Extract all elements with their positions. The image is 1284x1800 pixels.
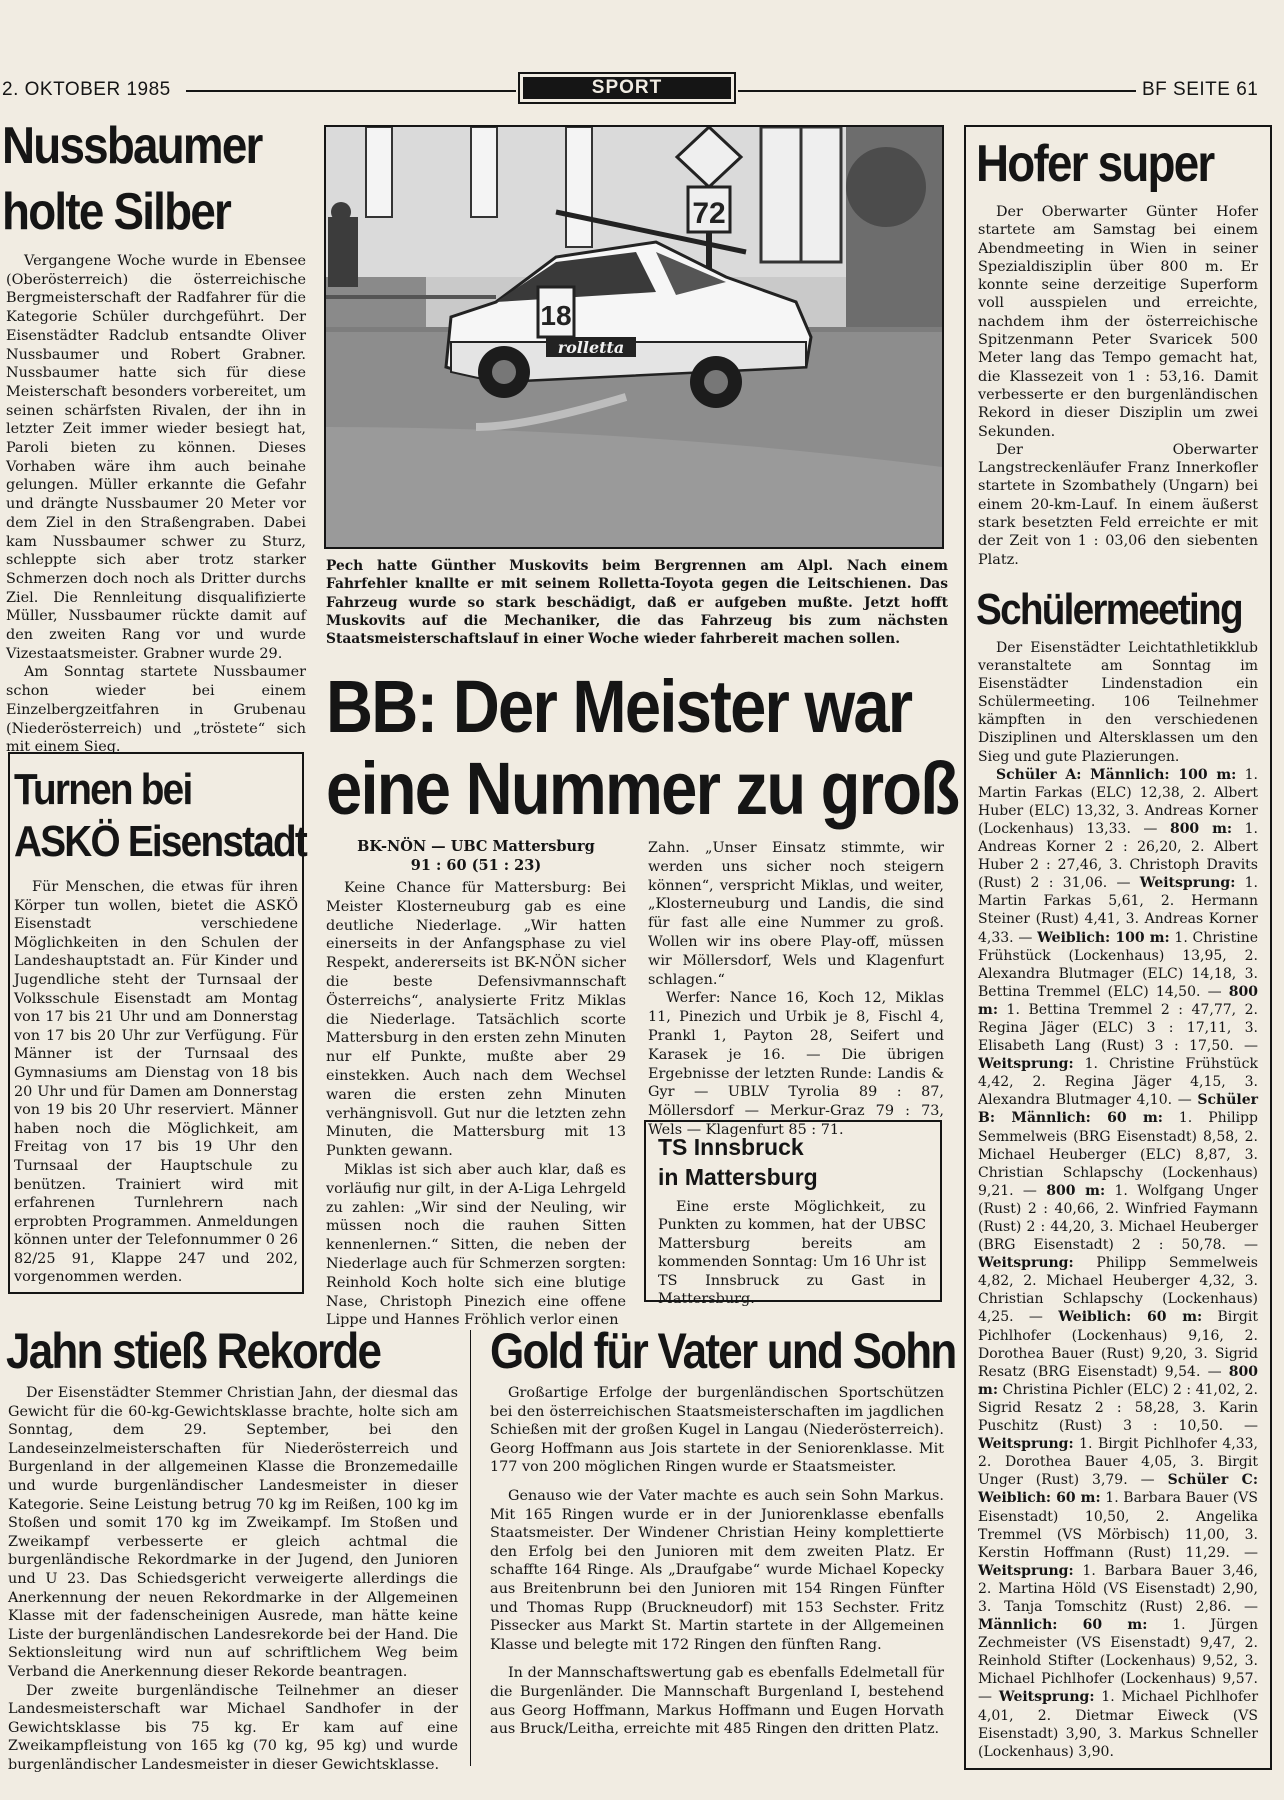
ts-title-1: TS Innsbruck (658, 1134, 804, 1160)
hofer-body (978, 203, 1258, 569)
section-label-inner: SPORT (523, 77, 731, 99)
gold-p1: Großartige Erfolge der burgenländischen Sportschützen bei den österreichischen Staatsmeisterschaften im jagdlichen Schießen mit der großen Kugel in Langau (Niederösterreich). Georg Hoffmann aus Jois startete in der Seniorenklasse. Mit 177 von 200 möglichen Ringen wurde er Staatsmeister. (490, 1385, 944, 1476)
gold-p3: In der Mannschaftswertung gab es ebenfalls Edelmetall für die Burgenländer. Die Mannschaft Burgenland I, bestehend aus Georg Hoffmann, Markus Hoffmann und Eugen Horvath aus Bruck/Leitha, erreichte mit 485 Ringen den dritten Platz. (490, 1665, 944, 1738)
turnen-box (8, 752, 307, 1294)
rally-photo-image (326, 127, 942, 547)
header-rule-left (186, 90, 516, 92)
res-text-16: 1. Michael Pichlhofer 4,01, 2. Dietmar Eiweck (VS Eisenstadt) 3,90, 3. Markus Schneller (Lockenhaus) 3,90. (978, 1689, 1259, 1760)
res-label-7: Schüler B: Männlich: 60 m: (978, 1092, 1258, 1127)
res-label-11: 800 m: (978, 1363, 1258, 1398)
res-label-10: Weiblich: 60 m: (1058, 1309, 1203, 1326)
car-number: 18 (540, 300, 572, 331)
res-label-16: Weitsprung: (998, 1689, 1095, 1706)
ts-box (644, 1120, 942, 1308)
turnen-title-2: ASKÖ Eisenstadt (14, 817, 307, 866)
res-text-13: 1. Barbara Bauer (VS Eisenstadt) 10,50, 2. Angelika Tremmel (VS Mörbisch) 11,00, 3. Kerstin Hoffmann (Rust) 11,29. — (978, 1490, 1258, 1561)
column-divider (470, 1330, 471, 1766)
schueler-title: Schülermeeting (976, 585, 1242, 634)
bb-col1 (326, 879, 626, 1330)
bb-col2-p1: Zahn. „Unser Einsatz stimmte, wir werden uns sicher noch steigern können“, verspricht Miklas, und weiter, „Klosterneuburg und Landis, die sind für fast alle eine Nummer zu groß. Wollen wir ins obere Play-off, müssen wir Möllersdorf, Wels und Klagenfurt schlagen.“ (648, 840, 944, 988)
res-label-6: Weitsprung: (978, 1056, 1074, 1073)
res-label-2: 800 m: (1169, 820, 1233, 837)
hofer-title: Hofer super (976, 135, 1214, 193)
res-text-9: Philipp Semmelweis 4,82, 2. Michael Heuberger 4,32, 3. Christian Schlapschy (Lockenhaus) 4,25. — (978, 1255, 1258, 1326)
rally-photo (324, 125, 944, 549)
res-label-9: Weitsprung: (978, 1255, 1074, 1272)
res-text-15: 1. Jürgen Zechmeister (VS Eisenstadt) 9,47, 2. Reinhold Stifter (Lockenhaus) 9,52, 3. Michael Pichlhofer (Lockenhaus) 9,57. — (978, 1617, 1258, 1706)
nussbaumer-title-1: Nussbaumer (2, 117, 262, 175)
jahn-body (8, 1384, 458, 1774)
turnen-body (14, 878, 298, 1287)
res-label-13: Schüler C: Weiblich: 60 m: (978, 1472, 1258, 1507)
res-text-7: 1. Philipp Semmelweis (BRG Eisenstadt) 8,58, 2. Michael Heuberger (ELC) 8,87, 3. Christian Schlapschy (Lockenhaus) 9,21. — (978, 1110, 1258, 1199)
bb-score-teams: BK-NÖN — UBC Mattersburg (357, 838, 595, 855)
nussbaumer-body (6, 252, 306, 757)
res-text-4: 1. Christine Frühstück (Lockenhaus) 13,95, 2. Alexandra Blutmager (ELC) 14,18, 3. Bettina Tremmel (ELC) 14,50. — (978, 929, 1259, 1000)
res-text-3: 1. Martin Farkas 5,61, 2. Hermann Steiner (Rust) 4,41, 3. Andreas Korner 4,33. — (978, 875, 1259, 946)
bb-score-result: 91 : 60 (51 : 23) (410, 857, 542, 874)
nussbaumer-p1: Vergangene Woche wurde in Ebensee (Oberösterreich) die österreichische Bergmeisterschaft der Radfahrer für die Kategorie Schüler durchgeführt. Der Eisenstädter Radclub entsandte Oliver Nussbaumer und Robert Grabner. Nussbaumer hatte sich für diese Meisterschaft besonders vorbereitet, um seinen schärfsten Rivalen, der ihn in letzter Zeit immer wieder besiegt hat, Paroli bieten zu können. Dieses Vorhaben wäre ihm auch beinahe gelungen. Müller erkannte die Gefahr und drängte Nussbaumer 20 Meter vor dem Ziel in den Straßengraben. Dabei kam Nussbaumer schwer zu Sturz, schleppte sich aber trotz starker Schmerzen doch noch als Dritter durchs Ziel. Die Rennleitung disqualifizierte Müller, Nussbaumer rückte damit auf den zweiten Rang vor und wurde Vizestaatsmeister. Grabner wurde 29. (6, 253, 306, 662)
section-label (518, 72, 736, 104)
res-text-1: 1. Martin Farkas (ELC) 12,38, 2. Albert Huber (ELC) 13,32, 3. Andreas Korner (Lockenhaus) 13,33. — (978, 766, 1258, 837)
res-label-12: Weitsprung: (978, 1436, 1074, 1453)
bb-score (326, 837, 626, 875)
res-label-15: Männlich: 60 m: (978, 1617, 1148, 1634)
res-text-5: 1. Bettina Tremmel 2 : 47,77, 2. Regina Jäger (ELC) 3 : 17,11, 3. Elisabeth Lang (Rust) 3 : 17,50. — (978, 1001, 1258, 1055)
jahn-title: Jahn stieß Rekorde (6, 1323, 381, 1379)
header-rule-right (738, 90, 1136, 92)
res-text-2: 1. Andreas Korner 2 : 26,20, 2. Albert Huber 2 : 27,46, 3. Christoph Dravits (Rust) 2 : 31,06. — (978, 820, 1258, 892)
res-text-14: 1. Barbara Bauer 3,46, 2. Martina Höld (VS Eisenstadt) 2,90, 3. Tanja Tomschitz (Rust) 2,86. — (978, 1562, 1258, 1615)
bb-col1-p1: Keine Chance für Mattersburg: Bei Meister Klosterneuburg gab es eine deutliche Niederlage. „Wir hatten einerseits in der Anfangsphase zu viel Respekt, andererseits ist BK-NÖN sicher die beste Defensivmannschaft Österreichs“, analysierte Fritz Miklas die Niederlage. Tatsächlich scorte Mattersburg in den ersten zehn Minuten nur elf Punkte, mußte aber 29 einstekken. Auch nach dem Wechsel waren die ersten zehn Minuten verhängnisvoll. Gut nur die letzten zehn Minuten, die Mattersburg mit 13 Punkten gewann. (326, 880, 626, 1160)
gold-p2: Genauso wie der Vater machte es auch sein Sohn Markus. Mit 165 Ringen wurde er in der Juniorenklasse ebenfalls Staatsmeister. Der Windener Christian Heiny komplettierte den Erfolg bei den Junioren mit dem zweiten Platz. Er schaffte 164 Ringe. Als „Draufgabe“ wurde Michael Kopecky aus Breitenbrunn bei den Junioren mit 154 Ringen Fünfter und Thomas Rupp (Bruckneudorf) mit 153 Sechster. Fritz Pissecker aus Markt St. Martin startete in der Allgemeinen Klasse und belegte mit 172 Ringen den fünften Rang. (490, 1487, 944, 1653)
res-text-10: Birgit Pichlhofer (Lockenhaus) 9,16, 2. Dorothea Bauer (Rust) 9,20, 3. Sigrid Resatz (BRG Eisenstadt) 9,54. — (978, 1309, 1258, 1380)
sign-number: 72 (692, 197, 726, 230)
res-text-8: 1. Wolfgang Unger (Rust) 2 : 40,66, 2. Winfried Faymann (Rust) 2 : 44,20, 3. Michael Heuberger (BRG Eisenstadt) 2 : 50,78. — (978, 1182, 1258, 1254)
ts-text: Eine erste Möglichkeit, zu Punkten zu kommen, hat der UBSC Mattersburg bereits am kommenden Sonntag: Um 16 Uhr ist TS Innsbruck zu Gast in Mattersburg. (658, 1199, 926, 1308)
photo-caption: Pech hatte Günther Muskovits beim Bergrennen am Alpl. Nach einem Fahrfehler knallte er mit seinem Rolletta-Toyota gegen die Leitschienen. Das Fahrzeug wurde so stark beschädigt, daß er aufgeben mußte. Jetzt hofft Muskovits auf die Mechaniker, die das Fahrzeug bis zum nächsten Staatsmeisterschaftslauf in einer Woche wieder fahrbereit machen sollen. (326, 558, 948, 648)
res-label-4: Weiblich: 100 m: (1037, 929, 1170, 946)
res-label-1: Schüler A: Männlich: 100 m: (996, 766, 1237, 783)
nussbaumer-title-2: holte Silber (2, 183, 231, 241)
turnen-title-1: Turnen bei (14, 765, 192, 814)
nussbaumer-p2: Am Sonntag startete Nussbaumer schon wieder bei einem Einzelbergzeitfahren in Grubenau (Niederösterreich) und „tröstete“ sich mit einem Sieg. (6, 664, 306, 756)
res-label-5: 800 m: (978, 983, 1259, 1018)
jahn-p2: Der zweite burgenländische Teilnehmer an dieser Landesmeisterschaft war Michael Sandhofer in der Gewichtsklasse bis 75 kg. Er kam auf eine Zweikampfleistung von 165 kg (70 kg, 95 kg) und wurde burgenländischer Landesmeister in dieser Gewichtsklasse. (8, 1682, 458, 1773)
bb-title-1: BB: Der Meister war (326, 665, 912, 748)
res-label-8: 800 m: (1046, 1182, 1106, 1199)
schueler-intro: Der Eisenstädter Leichtathletikklub veranstaltete am Sonntag im Eisenstädter Lindenstadion ein Schülermeeting. 106 Teilnehmer kämpften in den verschiedenen Disziplinen und Altersklassen um den Sieg und gute Plazierungen. (978, 640, 1258, 765)
schueler-body (978, 639, 1258, 1761)
res-text-11: Christina Pichler (ELC) 2 : 41,02, 2. Sigrid Resatz 2 : 58,28, 3. Karin Puschitz (Rust) 3 : 10,50. — (978, 1381, 1258, 1435)
bb-col1-p2: Miklas ist sich aber auch klar, daß es vorläufig nur gilt, in der A-Liga Lehrgeld zu zahlen: „Wir sind der Neuling, wir müssen noch die rauhen Sitten kennenlernen.“ Sitten, die neben der Niederlage auch für Schmerzen sorgten: Reinhold Koch holte sich eine blutige Nase, Christoph Pinezich eine offene Lippe und Hannes Fröhlich verlor einen (326, 1161, 626, 1329)
header-date: 2. OKTOBER 1985 (2, 79, 171, 100)
res-text-12: 1. Birgit Pichlhofer 4,33, 2. Dorothea Bauer 4,05, 3. Birgit Unger (Rust) 3,79. — (978, 1436, 1258, 1489)
res-label-14: Weitsprung: (978, 1562, 1074, 1579)
bb-title-2: eine Nummer zu groß (326, 747, 959, 830)
schueler-results (978, 766, 1258, 1761)
ts-body (658, 1198, 926, 1308)
ts-title-2: in Mattersburg (658, 1164, 818, 1190)
turnen-p1: Für Menschen, die etwas für ihren Körper tun wollen, bietet die ASKÖ Eisenstadt verschiedene Möglichkeiten in den Schulen der Landeshauptstadt an. Für Kinder und Jugendliche steht der Turnsaal der Volksschule Eisenstadt am Montag von 17 bis 21 Uhr und am Donnerstag von 17 bis 20 Uhr zur Verfügung. Für Männer ist der Turnsaal des Gymnasiums am Dienstag von 18 bis 20 Uhr und für Damen am Donnerstag von 19 bis 20 Uhr reserviert. Männer haben noch die Möglichkeit, am Freitag von 17 bis 19 Uhr den Turnsaal der Hauptschule zu benützen. Trainiert wird mit erfahrenen Turnlehrern nach erprobten Programmen. Anmeldungen können unter der Telefonnummer 0 26 82/25 91, Klappe 247 und 202, vorgenommen werden. (14, 879, 298, 1286)
hofer-p2: Der Oberwarter Langstreckenläufer Franz Innerkofler startete in Szombathely (Ungarn) bei einem 20-km-Lauf. In einem äußerst stark besetzten Feld erreichte er mit der Zeit von 1 : 03,06 den siebenten Platz. (978, 441, 1258, 568)
bb-col2-p2: Werfer: Nance 16, Koch 12, Miklas 11, Pinezich und Urbik je 8, Fischl 4, Prankl 1, Payton 28, Seifert und Karasek je 16. — Die übrigen Ergebnisse der letzten Runde: Landis & Gyr — UBLV Tyrolia 89 : 87, Möllersdorf — Merkur-Graz 79 : 73, Wels — Klagenfurt 85 : 71. (648, 990, 944, 1138)
res-label-3: Weitsprung: (1139, 875, 1236, 892)
car-sponsor: rolletta (557, 338, 625, 357)
gold-title: Gold für Vater und Sohn (490, 1323, 956, 1379)
hofer-p1: Der Oberwarter Günter Hofer startete am Samstag bei einem Abendmeeting in Wien in seiner Spezialdisziplin über 800 m. Er konnte seine derzeitige Superform voll ausspielen und erreichte, nachdem ihm der österreichische Spitzenmann Peter Svaricek 500 Meter lang das Tempo gemacht hat, die Klassezeit von 1 : 53,16. Damit verbesserte er den burgenländischen Rekord in dieser Disziplin um zwei Sekunden. (978, 204, 1258, 440)
gold-body (490, 1384, 944, 1739)
jahn-p1: Der Eisenstädter Stemmer Christian Jahn, der diesmal das Gewicht für die 60-kg-Gewichtsklasse brachte, holte sich am Sonntag, dem 29. September, bei den Landeseinzelmeisterschaften für Niederösterreich und Burgenland in der allgemeinen Klasse die Bronzemedaille und wurde burgenländischer Landesmeister in dieser Kategorie. Seine Leistung betrug 70 kg im Reißen, 100 kg im Stoßen und somit 170 kg im Zweikampf. Im Stoßen und Zweikampf verbesserte er gleich achtmal die burgenländische Rekordmarke in der Jugend, den Junioren und U 23. Das Schiedsgericht verweigerte allerdings die Anerkennung der neuen Rekordmarke in der Allgemeinen Klasse mit der fadenscheinigen Ausrede, man hätte keine Liste der burgenländischen Landesrekorde bei der Hand. Die Sektionsleitung wird nun auf schriftlichem Weg beim Verband die Anerkennung dieser Rekorde beantragen. (8, 1385, 458, 1680)
bb-col2 (648, 839, 944, 1140)
res-text-6: 1. Christine Frühstück 4,42, 2. Regina Jäger 4,15, 3. Alexandra Blutmager 4,10. — (978, 1056, 1258, 1109)
header-page: BF SEITE 61 (1142, 79, 1259, 100)
